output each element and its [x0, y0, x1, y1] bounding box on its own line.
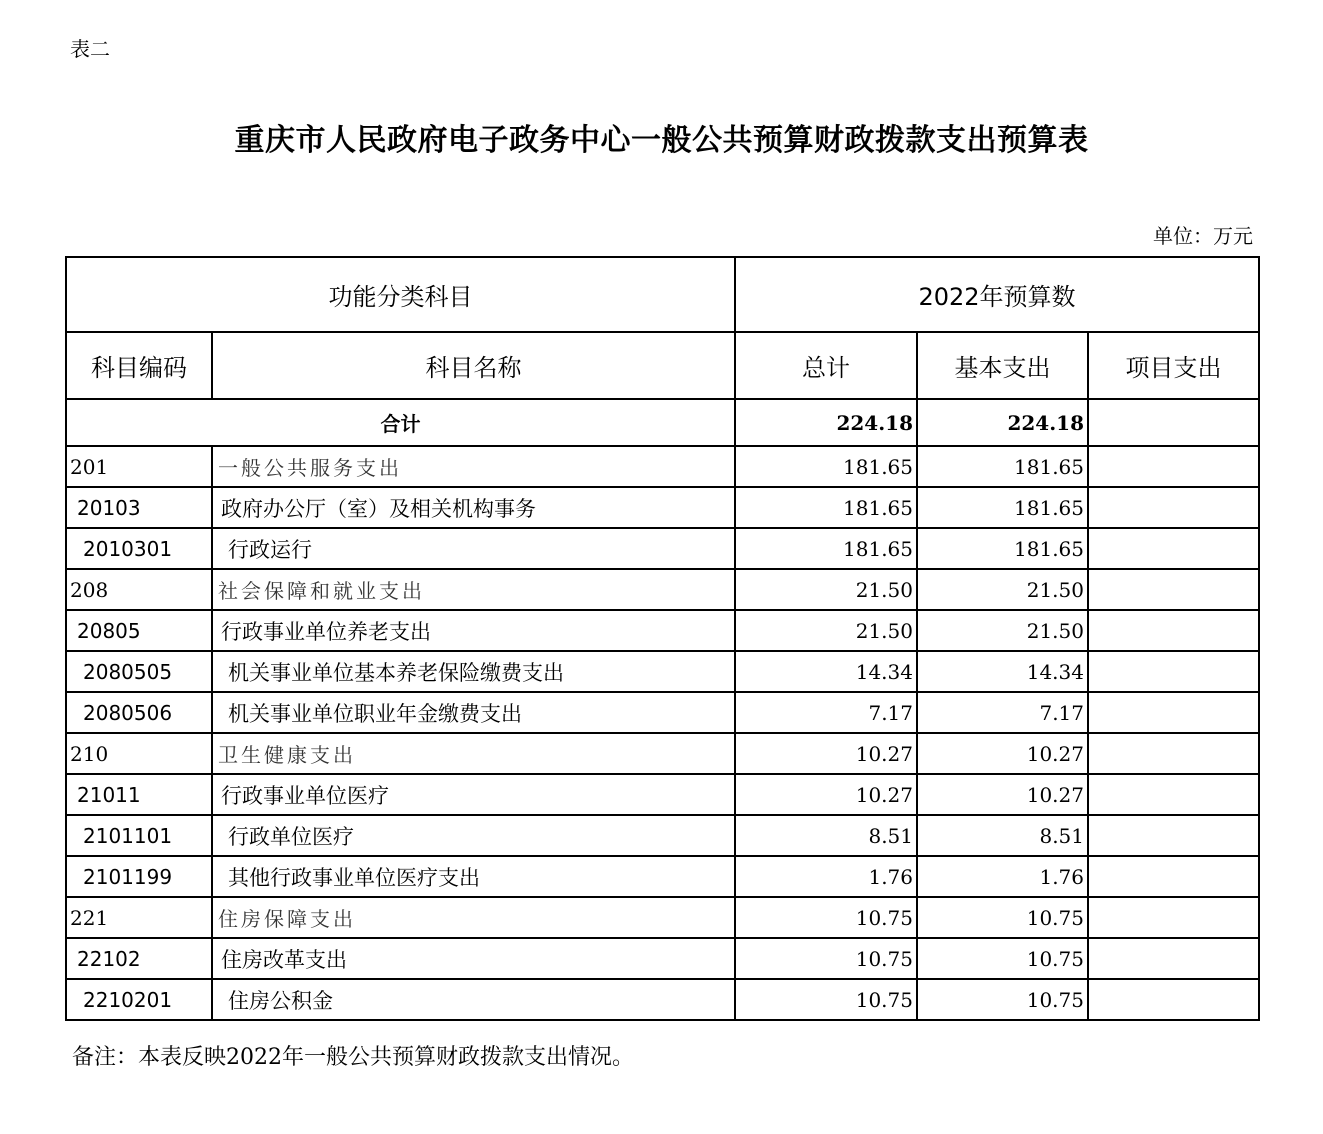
row-basic: 181.65 — [917, 446, 1088, 487]
row-name: 社会保障和就业支出 — [212, 569, 735, 610]
row-code: 20103 — [66, 487, 212, 528]
unit-label: 单位：万元 — [1153, 224, 1253, 248]
row-total: 10.75 — [735, 979, 917, 1020]
budget-year-header: 2022年预算数 — [735, 257, 1259, 332]
row-total: 181.65 — [735, 528, 917, 569]
row-code: 208 — [66, 569, 212, 610]
row-code: 21011 — [66, 774, 212, 815]
row-project — [1088, 897, 1259, 938]
row-code: 20805 — [66, 610, 212, 651]
table-row — [66, 856, 1259, 897]
row-project — [1088, 815, 1259, 856]
row-code: 221 — [66, 897, 212, 938]
row-name: 一般公共服务支出 — [212, 446, 735, 487]
budget-table — [65, 256, 1260, 1021]
row-code: 2101199 — [66, 856, 212, 897]
total-label: 合计 — [66, 399, 735, 446]
row-basic: 10.75 — [917, 897, 1088, 938]
table-row — [66, 733, 1259, 774]
row-name: 政府办公厅（室）及相关机构事务 — [212, 487, 735, 528]
row-basic: 10.75 — [917, 979, 1088, 1020]
header-row-2 — [66, 332, 1259, 399]
row-basic: 14.34 — [917, 651, 1088, 692]
table-row — [66, 569, 1259, 610]
row-total: 10.27 — [735, 774, 917, 815]
row-name: 行政运行 — [212, 528, 735, 569]
row-code: 2080506 — [66, 692, 212, 733]
table-row — [66, 815, 1259, 856]
row-code: 201 — [66, 446, 212, 487]
total-basic: 224.18 — [917, 399, 1088, 446]
row-name: 行政事业单位医疗 — [212, 774, 735, 815]
row-code: 2101101 — [66, 815, 212, 856]
table-row — [66, 774, 1259, 815]
row-code: 2080505 — [66, 651, 212, 692]
table-row — [66, 610, 1259, 651]
row-project — [1088, 692, 1259, 733]
page-title: 重庆市人民政府电子政务中心一般公共预算财政拨款支出预算表 — [234, 123, 1089, 158]
row-total: 14.34 — [735, 651, 917, 692]
table-row — [66, 692, 1259, 733]
row-name: 住房保障支出 — [212, 897, 735, 938]
row-total: 8.51 — [735, 815, 917, 856]
row-project — [1088, 774, 1259, 815]
footnote: 备注：本表反映2022年一般公共预算财政拨款支出情况。 — [72, 1045, 634, 1070]
row-code: 2010301 — [66, 528, 212, 569]
row-basic: 7.17 — [917, 692, 1088, 733]
row-total: 21.50 — [735, 610, 917, 651]
total-row — [66, 399, 1259, 446]
table-row — [66, 979, 1259, 1020]
row-total: 10.27 — [735, 733, 917, 774]
row-project — [1088, 979, 1259, 1020]
project-header: 项目支出 — [1088, 332, 1259, 399]
table-row — [66, 897, 1259, 938]
name-header: 科目名称 — [212, 332, 735, 399]
row-basic: 181.65 — [917, 528, 1088, 569]
row-name: 机关事业单位基本养老保险缴费支出 — [212, 651, 735, 692]
table-row — [66, 938, 1259, 979]
table-row — [66, 528, 1259, 569]
row-total: 21.50 — [735, 569, 917, 610]
table-number-label: 表二 — [70, 37, 110, 61]
total-sum: 224.18 — [735, 399, 917, 446]
table-row — [66, 651, 1259, 692]
row-name: 住房公积金 — [212, 979, 735, 1020]
row-project — [1088, 446, 1259, 487]
total-project — [1088, 399, 1259, 446]
row-basic: 10.75 — [917, 938, 1088, 979]
function-category-header: 功能分类科目 — [66, 257, 735, 332]
row-basic: 10.27 — [917, 774, 1088, 815]
row-code: 2210201 — [66, 979, 212, 1020]
table-row — [66, 446, 1259, 487]
row-total: 10.75 — [735, 897, 917, 938]
row-project — [1088, 569, 1259, 610]
row-name: 卫生健康支出 — [212, 733, 735, 774]
row-project — [1088, 651, 1259, 692]
basic-header: 基本支出 — [917, 332, 1088, 399]
row-project — [1088, 733, 1259, 774]
row-code: 210 — [66, 733, 212, 774]
row-name: 行政单位医疗 — [212, 815, 735, 856]
row-project — [1088, 528, 1259, 569]
row-basic: 181.65 — [917, 487, 1088, 528]
row-basic: 21.50 — [917, 610, 1088, 651]
header-row-1 — [66, 257, 1259, 332]
row-basic: 21.50 — [917, 569, 1088, 610]
row-code: 22102 — [66, 938, 212, 979]
row-name: 机关事业单位职业年金缴费支出 — [212, 692, 735, 733]
row-total: 181.65 — [735, 446, 917, 487]
row-total: 181.65 — [735, 487, 917, 528]
total-header: 总计 — [735, 332, 917, 399]
row-total: 10.75 — [735, 938, 917, 979]
row-basic: 1.76 — [917, 856, 1088, 897]
row-name: 行政事业单位养老支出 — [212, 610, 735, 651]
row-project — [1088, 938, 1259, 979]
row-project — [1088, 610, 1259, 651]
code-header: 科目编码 — [66, 332, 212, 399]
row-total: 7.17 — [735, 692, 917, 733]
row-basic: 8.51 — [917, 815, 1088, 856]
row-project — [1088, 856, 1259, 897]
row-name: 住房改革支出 — [212, 938, 735, 979]
table-row — [66, 487, 1259, 528]
row-basic: 10.27 — [917, 733, 1088, 774]
row-project — [1088, 487, 1259, 528]
row-name: 其他行政事业单位医疗支出 — [212, 856, 735, 897]
row-total: 1.76 — [735, 856, 917, 897]
